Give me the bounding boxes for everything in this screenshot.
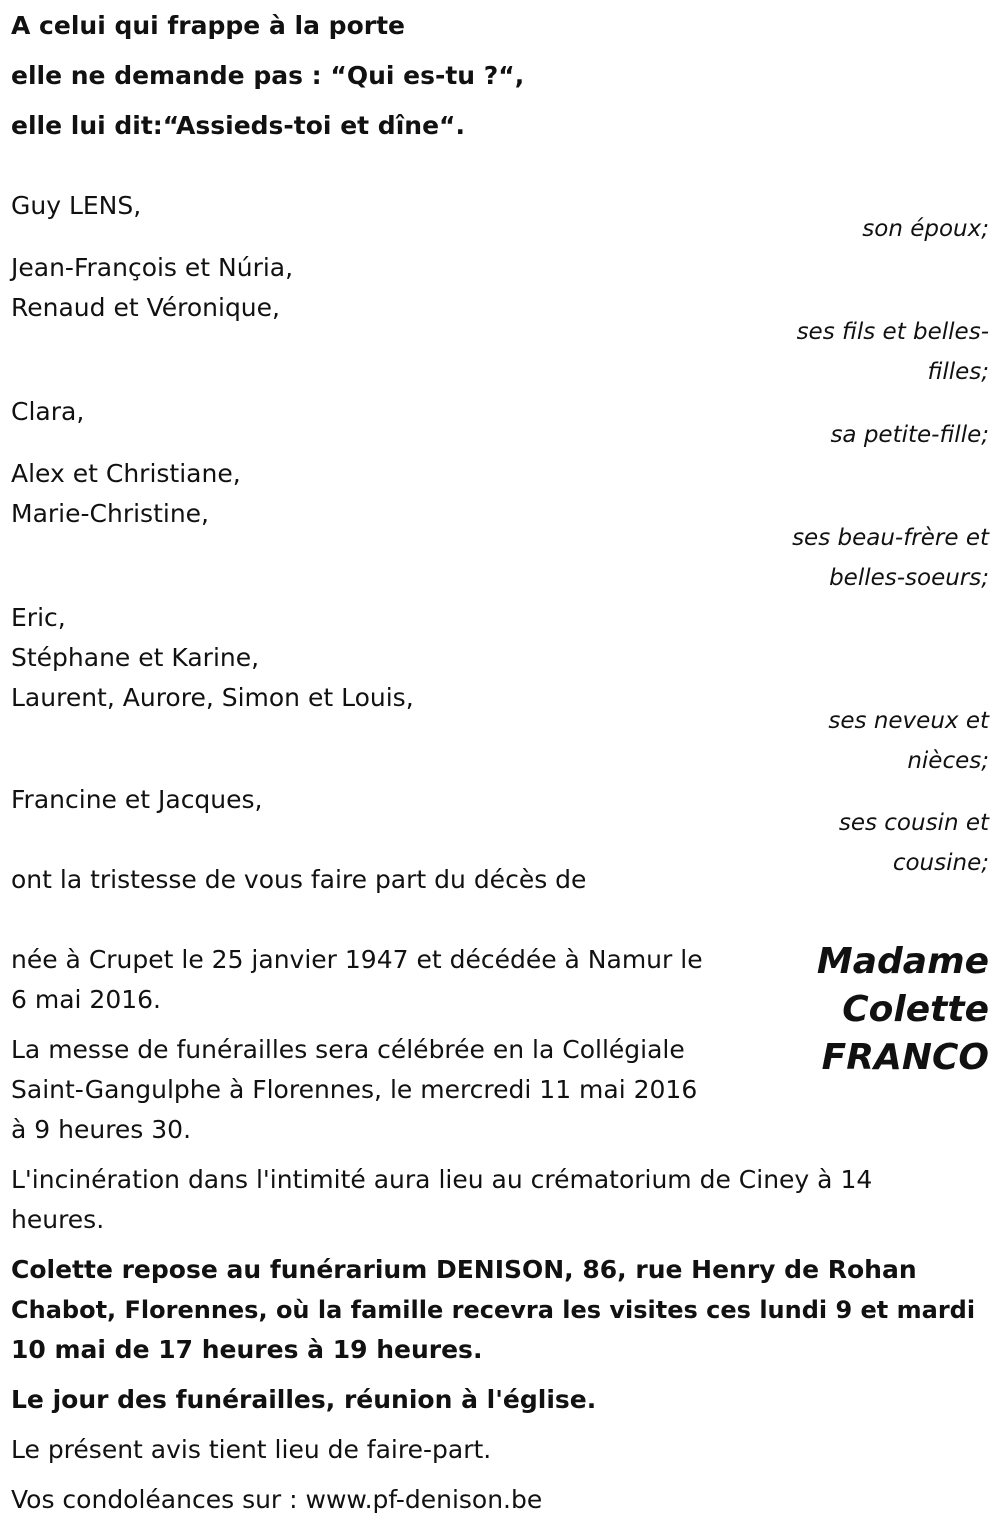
condolences-link: Vos condoléances sur : www.pf-denison.be bbox=[11, 1485, 543, 1514]
son-line-2: Renaud et Véronique, bbox=[11, 293, 280, 322]
spouse-role: son époux; bbox=[862, 216, 989, 242]
mass-line-1: La messe de funérailles sera célébrée en la Collégiale bbox=[11, 1035, 685, 1064]
spouse-name: Guy LENS, bbox=[11, 191, 142, 220]
cousins-role-line-2: cousine; bbox=[892, 850, 989, 876]
birth-line-2: 6 mai 2016. bbox=[11, 985, 161, 1014]
cousins-name: Francine et Jacques, bbox=[11, 785, 263, 814]
deceased-title: Madame bbox=[816, 941, 989, 982]
sons-role-line-1: ses fils et belles- bbox=[796, 319, 989, 345]
cousins-role-line-1: ses cousin et bbox=[838, 810, 989, 836]
deceased-last-name: FRANCO bbox=[821, 1037, 989, 1078]
notice-text: Le présent avis tient lieu de faire-part. bbox=[11, 1435, 492, 1464]
inlaws-line-1: Alex et Christiane, bbox=[11, 459, 241, 488]
visitation-line-3: 10 mai de 17 heures à 19 heures. bbox=[11, 1335, 483, 1364]
deceased-first-name: Colette bbox=[842, 989, 989, 1030]
cremation-line-1: L'incinération dans l'intimité aura lieu au crématorium de Ciney à 14 bbox=[11, 1165, 873, 1194]
nephews-role-line-1: ses neveux et bbox=[828, 708, 989, 734]
quote-line-1: A celui qui frappe à la porte bbox=[11, 11, 405, 40]
nephews-line-3: Laurent, Aurore, Simon et Louis, bbox=[11, 683, 414, 712]
announcement: ont la tristesse de vous faire part du décès de bbox=[11, 865, 587, 894]
nephews-role-line-2: nièces; bbox=[907, 748, 989, 774]
quote-line-3: elle lui dit:“Assieds-toi et dîne“. bbox=[11, 111, 465, 140]
nephews-line-2: Stéphane et Karine, bbox=[11, 643, 260, 672]
deceased-name bbox=[817, 938, 989, 1082]
inlaws-line-2: Marie-Christine, bbox=[11, 499, 209, 528]
birth-line-1: née à Crupet le 25 janvier 1947 et décédée à Namur le bbox=[11, 945, 703, 974]
quote-line-2: elle ne demande pas : “Qui es-tu ?“, bbox=[11, 61, 525, 90]
cremation-line-2: heures. bbox=[11, 1205, 105, 1234]
sons-role-line-2: filles; bbox=[927, 359, 989, 385]
granddaughter-name: Clara, bbox=[11, 397, 85, 426]
mass-line-2: Saint-Gangulphe à Florennes, le mercredi 11 mai 2016 bbox=[11, 1075, 698, 1104]
mass-line-3: à 9 heures 30. bbox=[11, 1115, 192, 1144]
inlaws-role-line-1: ses beau-frère et bbox=[792, 525, 989, 551]
nephews-line-1: Eric, bbox=[11, 603, 66, 632]
granddaughter-role: sa petite-fille; bbox=[830, 422, 989, 448]
son-line-1: Jean-François et Núria, bbox=[11, 253, 294, 282]
meeting-info: Le jour des funérailles, réunion à l'église. bbox=[11, 1385, 597, 1414]
visitation-line-2: Chabot, Florennes, où la famille recevra les visites ces lundi 9 et mardi bbox=[11, 1296, 976, 1324]
visitation-line-1: Colette repose au funérarium DENISON, 86, rue Henry de Rohan bbox=[11, 1255, 917, 1284]
inlaws-role-line-2: belles-soeurs; bbox=[829, 565, 989, 591]
